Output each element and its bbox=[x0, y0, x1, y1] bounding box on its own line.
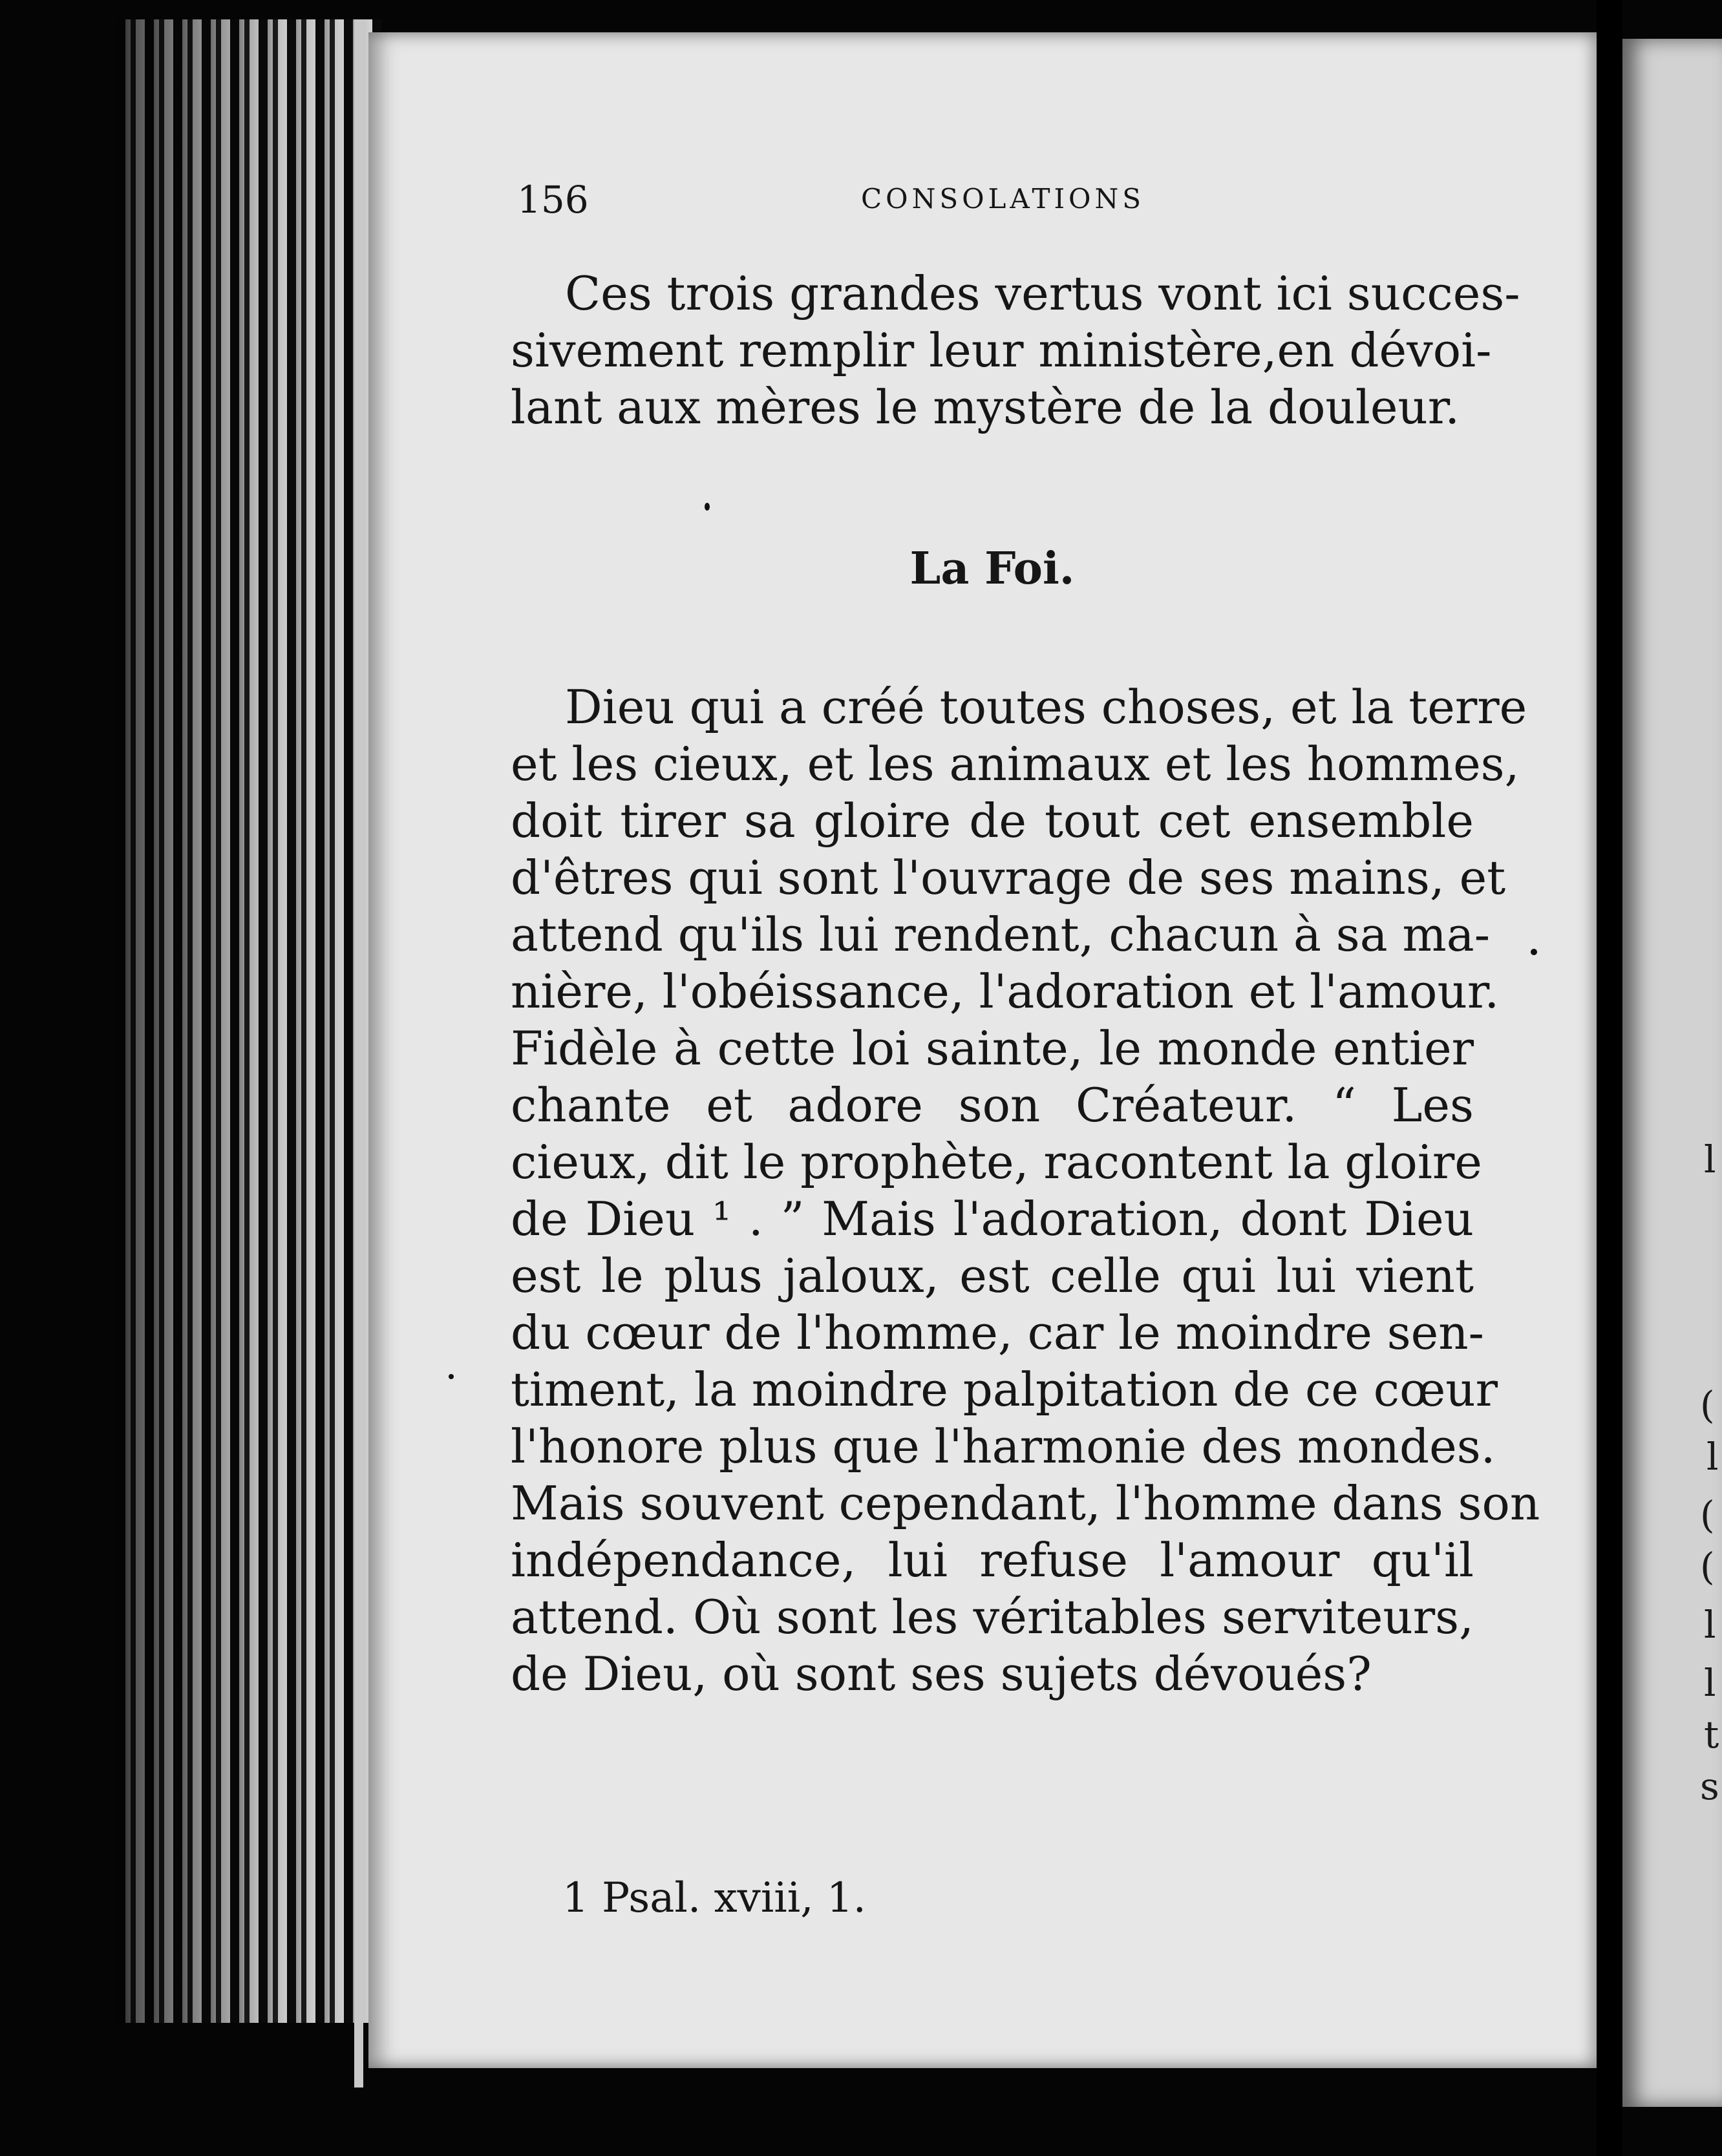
text-line: de Dieu, où sont ses sujets dévoués? bbox=[511, 1647, 1372, 1701]
intro-paragraph bbox=[511, 265, 1520, 436]
next-page-fragment: ( bbox=[1700, 1493, 1715, 1537]
running-head bbox=[517, 178, 1164, 223]
next-page-edge bbox=[1622, 39, 1722, 2107]
text-line: d'êtres qui sont l'ouvrage de ses mains, et bbox=[511, 851, 1506, 905]
next-page-fragment: ( bbox=[1700, 1383, 1715, 1427]
text-line: de Dieu ¹ . ” Mais l'adoration, dont Dieu bbox=[511, 1192, 1474, 1246]
ink-speck bbox=[449, 1374, 454, 1379]
text-line: est le plus jaloux, est celle qui lui vient bbox=[511, 1249, 1474, 1303]
text-line: Mais souvent cependant, l'homme dans son bbox=[511, 1476, 1540, 1530]
next-page-fragment: l bbox=[1706, 1435, 1719, 1479]
next-page-fragment: s bbox=[1700, 1764, 1719, 1808]
page-header-title: CONSOLATIONS bbox=[861, 183, 1145, 215]
text-line: l'honore plus que l'harmonie des mondes. bbox=[511, 1419, 1496, 1474]
next-page-fragment: l bbox=[1704, 1603, 1716, 1647]
text-line: du cœur de l'homme, car le moindre sen- bbox=[511, 1305, 1484, 1360]
book-gutter bbox=[1597, 0, 1622, 2156]
text-line: Dieu qui a créé toutes choses, et la terre bbox=[565, 680, 1527, 734]
text-line: lant aux mères le mystère de la douleur. bbox=[511, 380, 1460, 434]
text-line: attend. Où sont les véritables serviteurs, bbox=[511, 1590, 1474, 1644]
text-line: et les cieux, et les animaux et les hommes, bbox=[511, 737, 1520, 791]
ink-speck bbox=[705, 503, 710, 511]
next-page-fragment: l bbox=[1704, 1661, 1716, 1705]
next-page-fragment: t bbox=[1704, 1713, 1719, 1757]
text-line: doit tirer sa gloire de tout cet ensemble bbox=[511, 794, 1474, 848]
text-line: indépendance, lui refuse l'amour qu'il bbox=[511, 1533, 1474, 1587]
ink-speck bbox=[1531, 949, 1537, 955]
page-rim bbox=[354, 19, 363, 2087]
text-line: nière, l'obéissance, l'adoration et l'amour. bbox=[511, 964, 1500, 1019]
text-line: Fidèle à cette loi sainte, le monde entier bbox=[511, 1021, 1474, 1075]
text-line: cieux, dit le prophète, racontent la gloire bbox=[511, 1135, 1482, 1189]
book-page-edges bbox=[116, 19, 381, 2023]
text-line: timent, la moindre palpitation de ce cœur bbox=[511, 1362, 1498, 1417]
next-page-fragment: ( bbox=[1700, 1545, 1715, 1589]
footnote: 1 Psal. xviii, 1. bbox=[562, 1874, 866, 1922]
next-page-fragment: l bbox=[1704, 1137, 1716, 1181]
text-line: sivement remplir leur ministère,en dévoi- bbox=[511, 323, 1492, 377]
body-paragraph bbox=[511, 679, 1540, 1702]
page-number: 156 bbox=[517, 178, 589, 222]
text-line: Ces trois grandes vertus vont ici succes- bbox=[565, 266, 1520, 321]
text-line: attend qu'ils lui rendent, chacun à sa ma- bbox=[511, 907, 1491, 962]
text-line: chante et adore son Créateur. “ Les bbox=[511, 1078, 1474, 1132]
section-heading: La Foi. bbox=[909, 543, 1075, 595]
